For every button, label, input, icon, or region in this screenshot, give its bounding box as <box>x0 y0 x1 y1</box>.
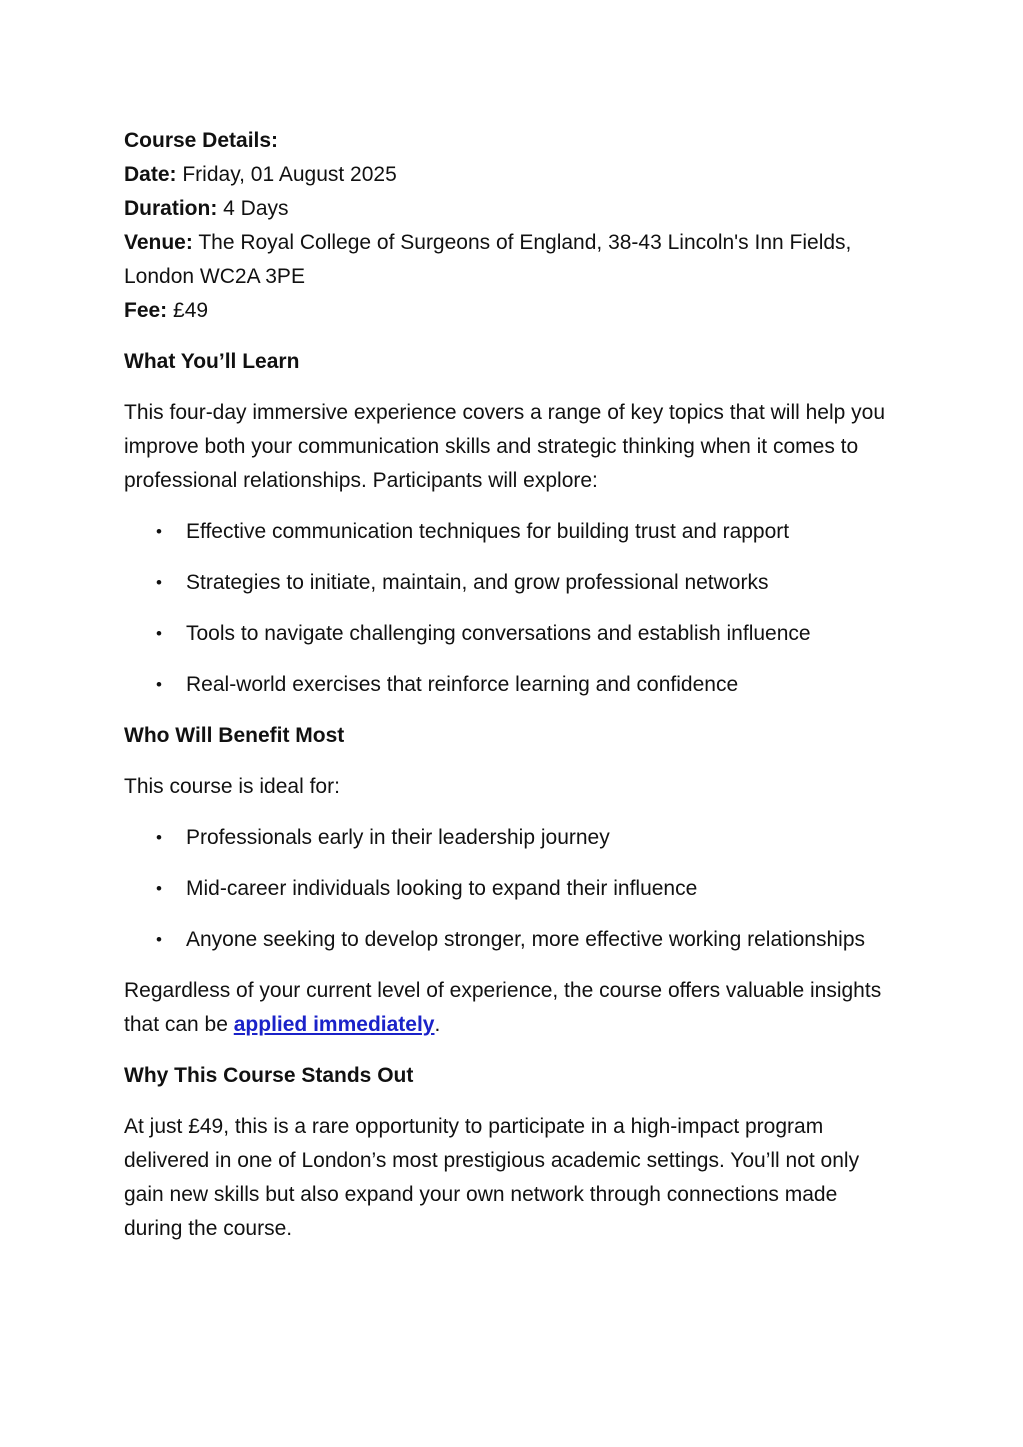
document-body <box>124 124 899 1263</box>
fee-line <box>124 294 899 328</box>
list-item: • Strategies to initiate, maintain, and grow professional networks <box>124 566 899 600</box>
bullet-icon: • <box>156 675 162 694</box>
bullet-icon: • <box>156 573 162 592</box>
duration-value: 4 Days <box>217 197 289 220</box>
duration-label: Duration: <box>124 197 218 220</box>
venue-value: The Royal College of Surgeons of England, 38-43 Lincoln's Inn Fields, London WC2A 3PE <box>124 231 852 288</box>
list-item: • Effective communication techniques for building trust and rapport <box>124 515 899 549</box>
bullet-icon: • <box>156 522 162 541</box>
benefit-list <box>124 821 899 957</box>
list-item: • Anyone seeking to develop stronger, more effective working relationships <box>124 923 899 957</box>
bullet-icon: • <box>156 828 162 847</box>
bullet-icon: • <box>156 930 162 949</box>
benefit-closing: Regardless of your current level of experience, the course offers valuable insights that can be applied immediately. <box>124 979 882 1036</box>
date-label: Date: <box>124 163 177 186</box>
fee-label: Fee: <box>124 299 168 322</box>
date-line <box>124 158 899 192</box>
benefit-intro: This course is ideal for: <box>124 775 340 798</box>
duration-line <box>124 192 899 226</box>
standout-body: At just £49, this is a rare opportunity to participate in a high-impact program delivered in one of London’s most prestigious academic settings. You’ll not only gain new skills but also expand your own network through connections made during the course. <box>124 1115 860 1240</box>
bullet-icon: • <box>156 624 162 643</box>
course-details-heading: Course Details: <box>124 129 279 152</box>
course-details <box>124 124 899 328</box>
bullet-icon: • <box>156 879 162 898</box>
learn-intro: This four-day immersive experience covers a range of key topics that will help you improve both your communication skills and strategic thinking when it comes to professional relationships. Participants will explore: <box>124 401 886 492</box>
date-value: Friday, 01 August 2025 <box>176 163 397 186</box>
benefit-heading: Who Will Benefit Most <box>124 724 345 747</box>
fee-value: £49 <box>167 299 209 322</box>
list-item: • Tools to navigate challenging conversations and establish influence <box>124 617 899 651</box>
list-item: • Mid-career individuals looking to expand their influence <box>124 872 899 906</box>
learn-heading: What You’ll Learn <box>124 350 300 373</box>
venue-label: Venue: <box>124 231 193 254</box>
standout-heading: Why This Course Stands Out <box>124 1064 414 1087</box>
list-item: • Professionals early in their leadership journey <box>124 821 899 855</box>
applied-immediately-link[interactable]: applied immediately <box>233 1013 435 1036</box>
learn-list <box>124 515 899 702</box>
list-item: • Real-world exercises that reinforce learning and confidence <box>124 668 899 702</box>
venue-line <box>124 226 899 294</box>
